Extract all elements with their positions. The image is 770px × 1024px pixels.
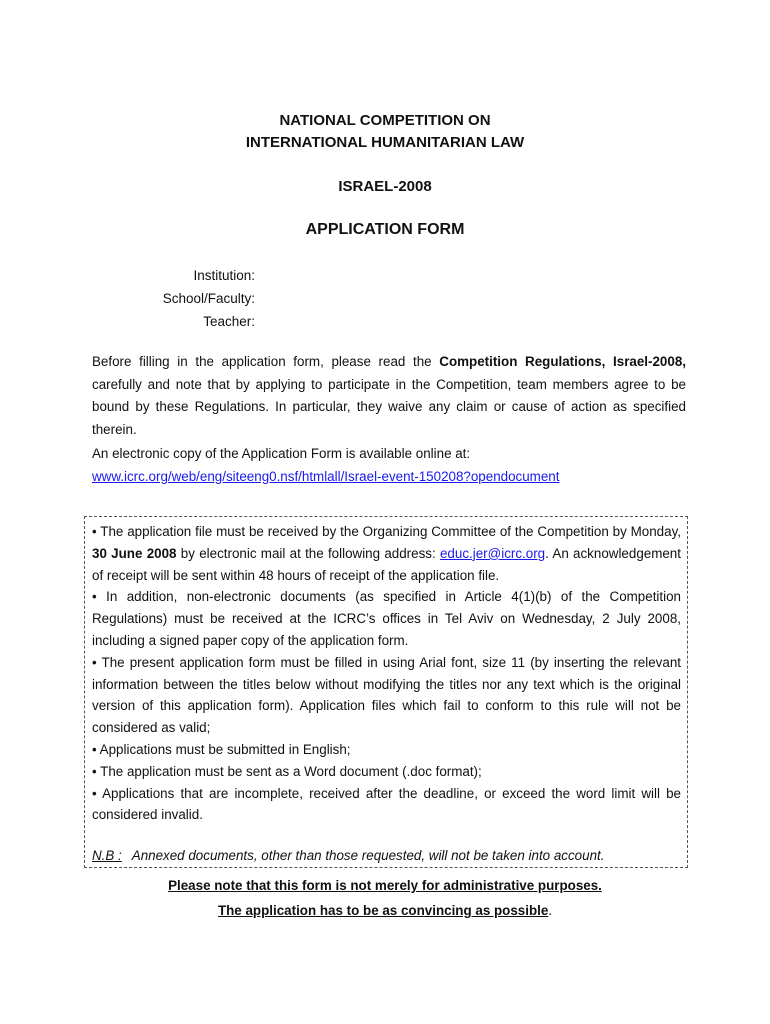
instruction-non-electronic: • In addition, non-electronic documents (as specified in Article 4(1)(b) of the Competition Regulations) must be received at the ICRC’s offices in Tel Aviv on Wednesday, 2 July 2008, including a signed paper copy of the application form. <box>92 589 681 648</box>
instruction-format: • The present application form must be filled in using Arial font, size 11 (by inserting the relevant information between the titles below without modifying the titles nor any text which is the original version of this application form). Application files which fail to conform to this rule will not be considered as valid; <box>92 654 681 736</box>
nb-label: N.B : <box>92 848 122 863</box>
intro-paragraph: Before filling in the application form, please read the Competition Regulations, Israel-2008, carefully and note that by applying to participate in the Competition, team members agree to be bound by these Regulations. In particular, they waive any claim or cause of action as specified therein. <box>92 354 686 437</box>
online-copy-paragraph <box>92 443 686 488</box>
email-link[interactable]: educ.jer@icrc.org <box>439 545 546 561</box>
instruction-language: • Applications must be submitted in English; <box>92 741 351 757</box>
instruction-word-document: • The application must be sent as a Word document (.doc format); <box>92 763 482 779</box>
administrative-note: Please note that this form is not merely for administrative purposes. <box>168 878 602 893</box>
school-faculty-label: School/Faculty: <box>162 291 255 306</box>
instruction-invalid: • Applications that are incomplete, received after the deadline, or exceed the word limit will be considered invalid. <box>92 785 681 823</box>
competition-title-line2: INTERNATIONAL HUMANITARIAN LAW <box>245 134 525 151</box>
instructions-list <box>92 521 681 826</box>
nb-text: Annexed documents, other than those requested, will not be taken into account. <box>131 848 605 863</box>
teacher-label: Teacher: <box>203 314 255 329</box>
regulations-reference: Competition Regulations, Israel-2008, <box>439 354 686 369</box>
form-title: APPLICATION FORM <box>305 221 465 238</box>
convincing-note: The application has to be as convincing as possible. <box>217 903 553 918</box>
instruction-deadline: • The application file must be received by the Organizing Committee of the Competition by Monday, 30 June 2008 by electronic mail at the following address: educ.jer@icrc.org. An acknowledgement of receipt will be sent within 48 hours of receipt of the application file. <box>92 524 681 583</box>
institution-label: Institution: <box>193 268 255 283</box>
nb-note <box>92 848 604 863</box>
competition-year: ISRAEL-2008 <box>338 178 432 195</box>
instructions-box <box>84 516 688 868</box>
online-copy-text: An electronic copy of the Application Form is available online at: <box>92 446 471 461</box>
applicant-fields <box>100 264 255 333</box>
application-form-url-link[interactable]: www.icrc.org/web/eng/siteeng0.nsf/htmlall/Israel-event-150208?opendocument <box>92 468 560 484</box>
competition-title-line1: NATIONAL COMPETITION ON <box>279 112 491 129</box>
